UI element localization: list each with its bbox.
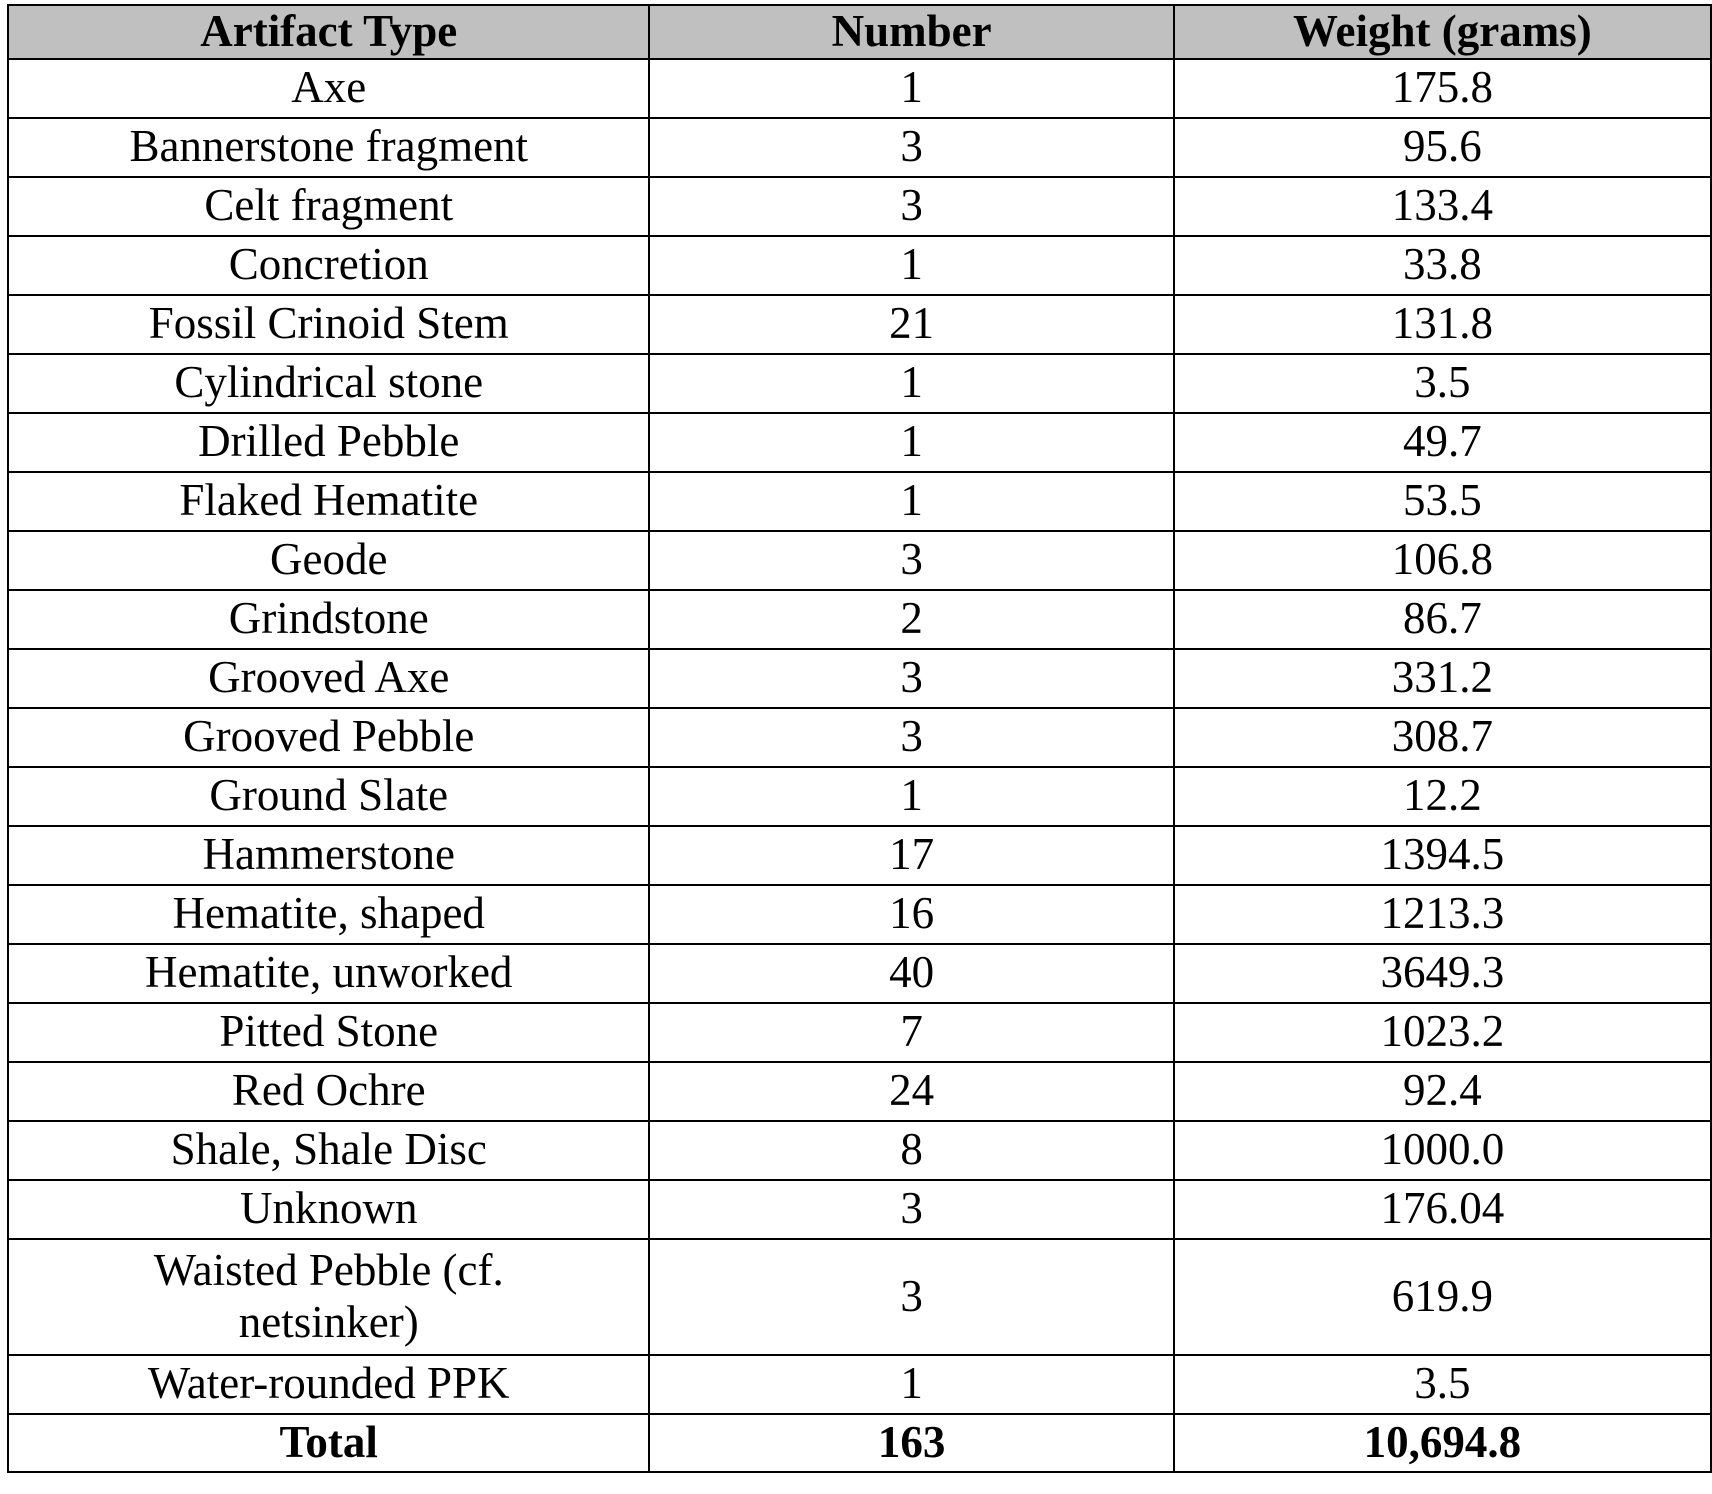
weight-cell: 1213.3 (1174, 885, 1711, 944)
weight-cell: 106.8 (1174, 531, 1711, 590)
artifact-type-cell: Drilled Pebble (8, 413, 649, 472)
artifact-type-cell: Cylindrical stone (8, 354, 649, 413)
weight-cell: 86.7 (1174, 590, 1711, 649)
weight-cell: 49.7 (1174, 413, 1711, 472)
table-row (8, 236, 1711, 295)
weight-cell: 33.8 (1174, 236, 1711, 295)
artifact-type-cell: Axe (8, 59, 649, 118)
table-row (8, 1180, 1711, 1239)
artifact-type-cell: Red Ochre (8, 1062, 649, 1121)
header-row (8, 5, 1711, 59)
table-row (8, 354, 1711, 413)
header-weight: Weight (grams) (1174, 5, 1711, 59)
table-row (8, 1355, 1711, 1414)
number-cell: 3 (649, 1239, 1173, 1355)
table-row (8, 413, 1711, 472)
table-row (8, 767, 1711, 826)
artifact-type-cell: Waisted Pebble (cf. netsinker) (8, 1239, 649, 1355)
table-row (8, 708, 1711, 767)
table-row (8, 531, 1711, 590)
artifact-table (7, 4, 1712, 1473)
artifact-type-cell: Hematite, unworked (8, 944, 649, 1003)
number-cell: 3 (649, 649, 1173, 708)
artifact-type-cell: Bannerstone fragment (8, 118, 649, 177)
weight-cell: 12.2 (1174, 767, 1711, 826)
number-cell: 8 (649, 1121, 1173, 1180)
artifact-type-cell: Water-rounded PPK (8, 1355, 649, 1414)
weight-cell: 92.4 (1174, 1062, 1711, 1121)
table-row (8, 944, 1711, 1003)
table-row (8, 472, 1711, 531)
number-cell: 16 (649, 885, 1173, 944)
table-row (8, 177, 1711, 236)
weight-cell: 1023.2 (1174, 1003, 1711, 1062)
number-cell: 1 (649, 236, 1173, 295)
weight-cell: 131.8 (1174, 295, 1711, 354)
number-cell: 1 (649, 59, 1173, 118)
artifact-type-cell: Geode (8, 531, 649, 590)
artifact-type-cell: Celt fragment (8, 177, 649, 236)
weight-cell: 95.6 (1174, 118, 1711, 177)
artifact-type-cell: Ground Slate (8, 767, 649, 826)
artifact-type-cell: Grooved Axe (8, 649, 649, 708)
number-cell: 1 (649, 413, 1173, 472)
table-row (8, 118, 1711, 177)
weight-cell: 1000.0 (1174, 1121, 1711, 1180)
number-cell: 3 (649, 177, 1173, 236)
weight-cell: 331.2 (1174, 649, 1711, 708)
number-cell: 3 (649, 1180, 1173, 1239)
artifact-type-cell: Grindstone (8, 590, 649, 649)
weight-cell: 308.7 (1174, 708, 1711, 767)
artifact-type-cell: Hematite, shaped (8, 885, 649, 944)
table-row (8, 826, 1711, 885)
artifact-type-cell: Flaked Hematite (8, 472, 649, 531)
number-cell: 1 (649, 472, 1173, 531)
artifact-type-cell: Fossil Crinoid Stem (8, 295, 649, 354)
weight-cell: 3.5 (1174, 1355, 1711, 1414)
table-row (8, 1062, 1711, 1121)
weight-cell: 1394.5 (1174, 826, 1711, 885)
number-cell: 24 (649, 1062, 1173, 1121)
artifact-type-cell: Total (8, 1414, 649, 1472)
artifact-type-cell: Concretion (8, 236, 649, 295)
weight-cell: 10,694.8 (1174, 1414, 1711, 1472)
number-cell: 3 (649, 531, 1173, 590)
number-cell: 40 (649, 944, 1173, 1003)
table-row (8, 1121, 1711, 1180)
number-cell: 1 (649, 354, 1173, 413)
weight-cell: 175.8 (1174, 59, 1711, 118)
number-cell: 1 (649, 1355, 1173, 1414)
total-row (8, 1414, 1711, 1472)
number-cell: 1 (649, 767, 1173, 826)
artifact-type-cell: Grooved Pebble (8, 708, 649, 767)
table-row (8, 59, 1711, 118)
artifact-type-cell: Unknown (8, 1180, 649, 1239)
weight-cell: 3649.3 (1174, 944, 1711, 1003)
table-row (8, 590, 1711, 649)
number-cell: 21 (649, 295, 1173, 354)
weight-cell: 133.4 (1174, 177, 1711, 236)
header-number: Number (649, 5, 1173, 59)
weight-cell: 176.04 (1174, 1180, 1711, 1239)
weight-cell: 3.5 (1174, 354, 1711, 413)
artifact-type-cell: Pitted Stone (8, 1003, 649, 1062)
table-row (8, 885, 1711, 944)
table-row (8, 649, 1711, 708)
number-cell: 2 (649, 590, 1173, 649)
weight-cell: 619.9 (1174, 1239, 1711, 1355)
table-row (8, 1239, 1711, 1355)
number-cell: 163 (649, 1414, 1173, 1472)
number-cell: 3 (649, 708, 1173, 767)
artifact-type-cell: Hammerstone (8, 826, 649, 885)
table-row (8, 295, 1711, 354)
artifact-type-cell: Shale, Shale Disc (8, 1121, 649, 1180)
weight-cell: 53.5 (1174, 472, 1711, 531)
number-cell: 3 (649, 118, 1173, 177)
number-cell: 7 (649, 1003, 1173, 1062)
table-row (8, 1003, 1711, 1062)
number-cell: 17 (649, 826, 1173, 885)
header-artifact-type: Artifact Type (8, 5, 649, 59)
